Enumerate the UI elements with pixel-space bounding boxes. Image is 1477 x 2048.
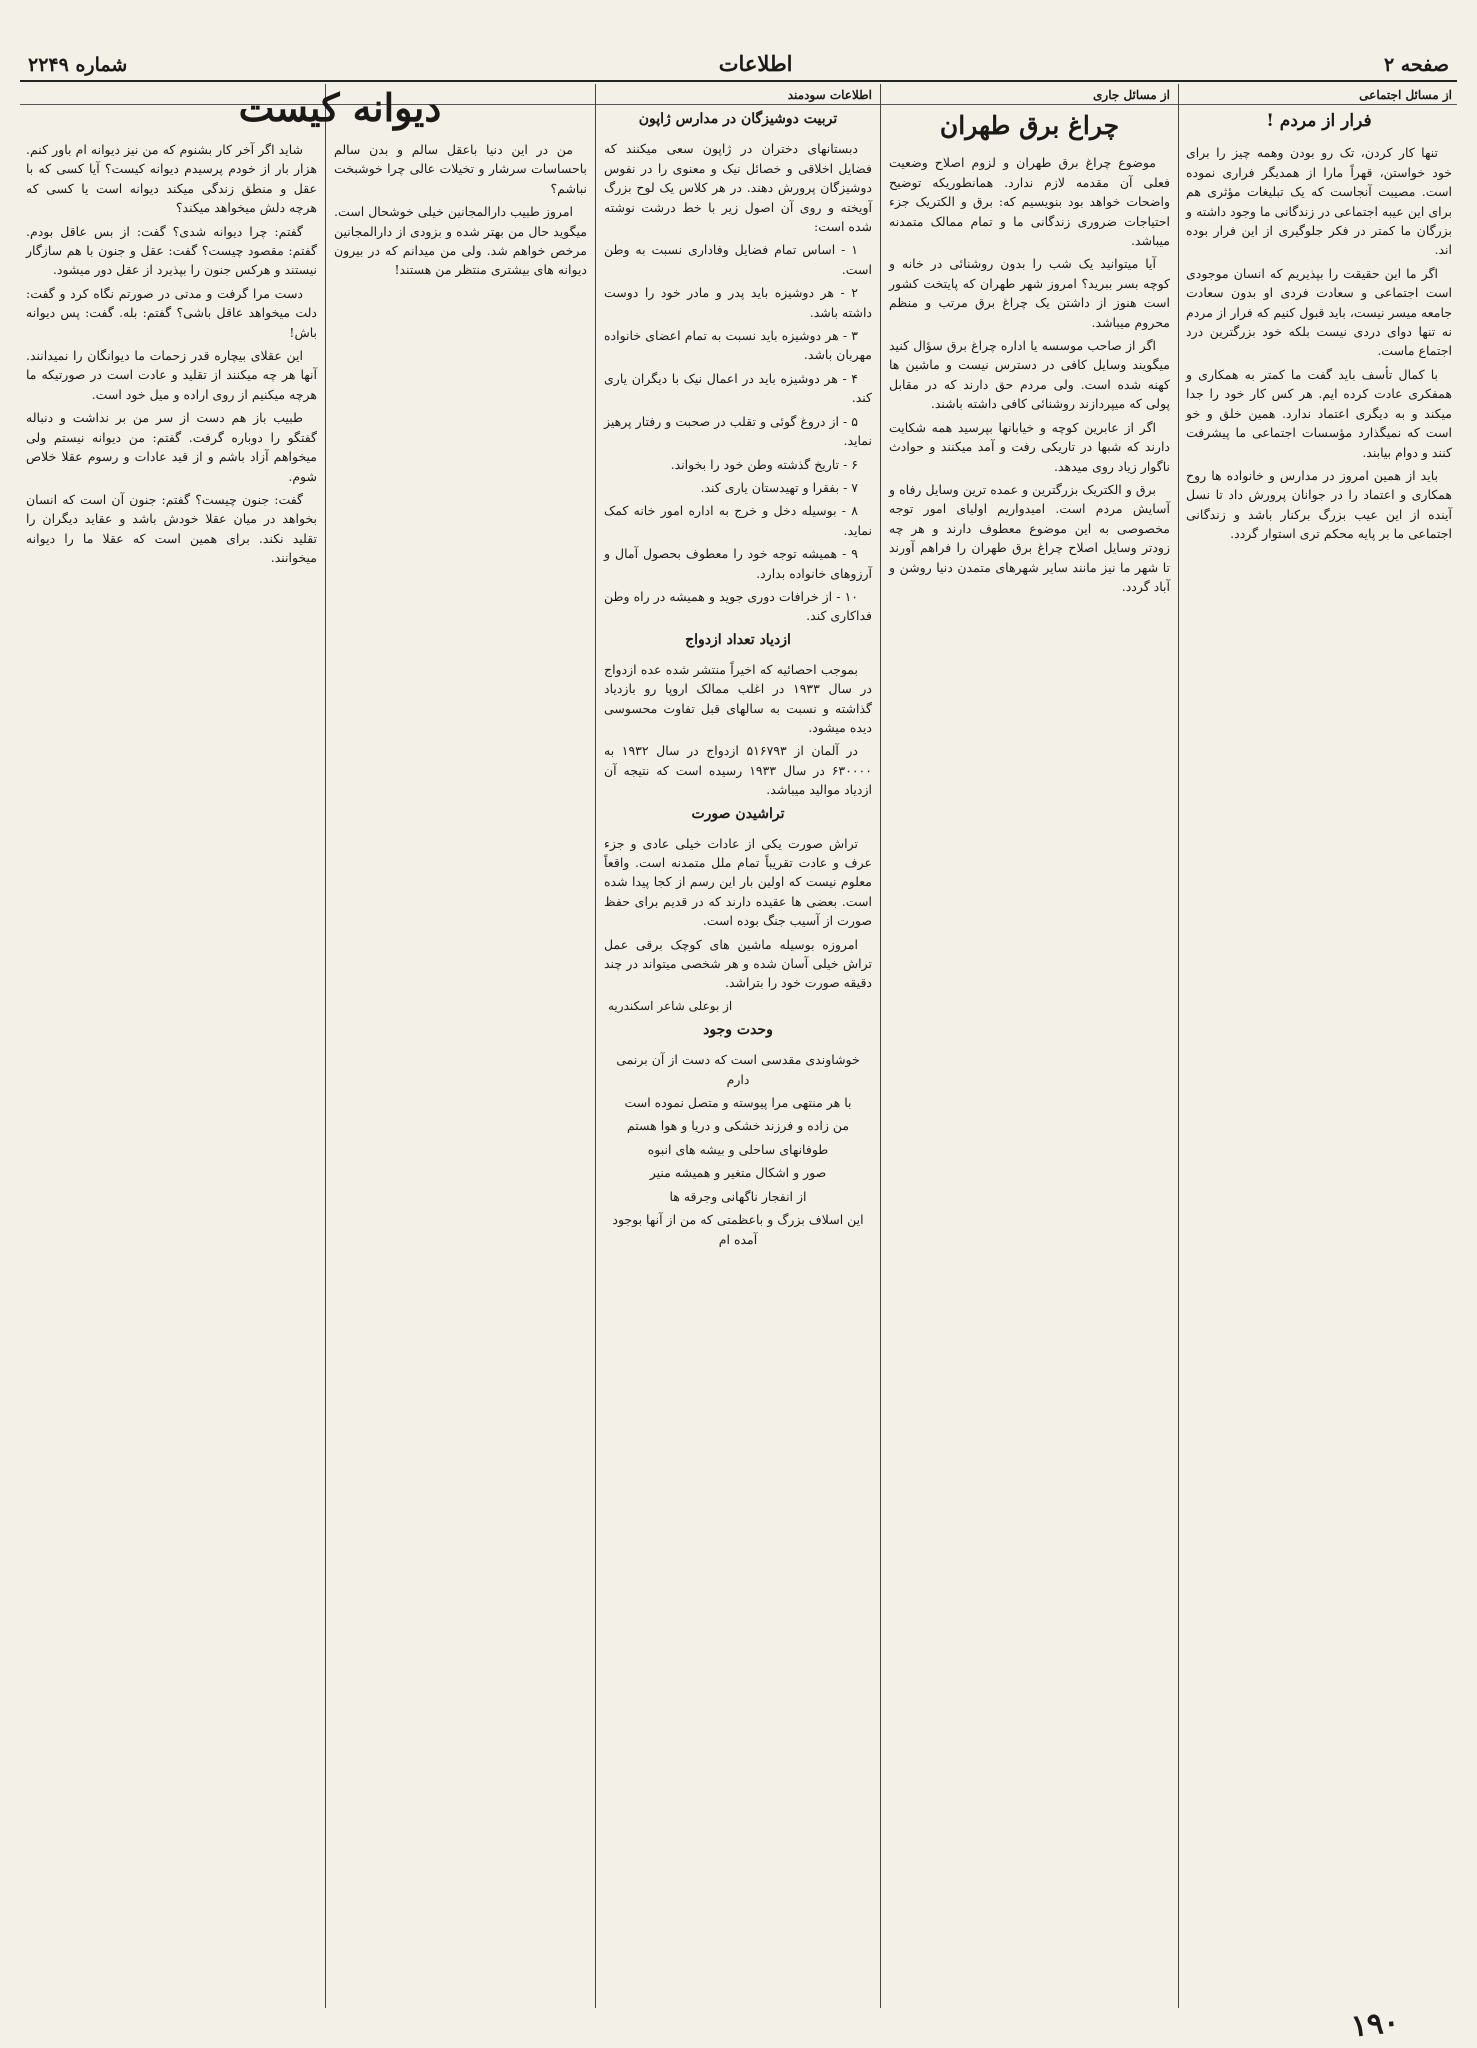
article-paragraph: امروزه بوسیله ماشین های کوچک برقی عمل تراش خیلی آسان شده و هر شخصی میتواند در چند دقیقه صورت خود را بتراشد. [604, 936, 872, 991]
section-kicker: از مسائل اجتماعی [1359, 88, 1452, 102]
poem-line: با هر منتهی مرا پیوسته و متصل نموده است [624, 1095, 852, 1111]
poem-line: این اسلاف بزرگ و باعظمتی که من از آنها بوجود آمده ام [612, 1212, 864, 1247]
list-item: ۷ - بفقرا و تهیدستان یاری کند. [700, 479, 858, 495]
article-paragraph: طبیب باز هم دست از سر من بر نداشت و دنباله گفتگو را دوباره گرفت. گفتم: من دیوانه نیستم ولی میخواهم آزاد باشم و از قید عادات و رسوم عقلا خلاص شوم. [26, 410, 317, 484]
article-paragraph: من در این دنیا باعقل سالم و بدن سالم باحساسات سرشار و تخیلات عالی چرا خوشبخت نباشم؟ [334, 142, 587, 196]
poem-title: وحدت وجود [703, 1022, 773, 1039]
article-paragraph: اگر از صاحب موسسه یا اداره چراغ برق سؤال کنید میگویند وسایل کافی در دسترس نیست و ماشین ها کهنه شده است. ولی مردم حق دارند که در مقابل پولی که میپردازند روشنائی کافی داشته باشند. [889, 338, 1170, 412]
list-item: ۸ - بوسیله دخل و خرج به اداره امور خانه کمک نماید. [604, 503, 872, 538]
article-headline: ازدیاد تعداد ازدواج [685, 631, 791, 648]
poem-line: صور و اشکال متغیر و همیشه منیر [649, 1165, 827, 1181]
list-item: ۶ - تاریخ گذشته وطن خود را بخواند. [670, 456, 858, 472]
article-paragraph: دبستانهای دختران در ژاپون سعی میکنند که فضایل اخلاقی و خصائل نیک و معنوی را در نفوس دوشیزگان پرورش دهند. در هر کلاس یک لوح بزرگ آویخته و روی آن اصول زیر با خط درشت نوشته شده است: [604, 141, 872, 235]
list-item: ۱۰ - از خرافات دوری جوید و همیشه در راه وطن فداکاری کند. [604, 588, 872, 624]
column-feature-right [328, 140, 593, 2028]
column-rule [325, 84, 326, 2008]
page-header [20, 50, 1457, 82]
column-rule [1178, 84, 1179, 2008]
article-paragraph: گفتم: چرا دیوانه شدی؟ گفت: از بس عاقل بودم. گفتم: مقصود چیست؟ گفت: عقل و جنون با هم سازگار نیستند و هرکس جنون را بپذیرد از عقل دور میشود. [26, 223, 317, 278]
article-paragraph: اگر از عابرین کوچه و خیابانها بپرسید همه شکایت دارند که شبها در تاریکی رفت و آمد میکنند و حوادث ناگوار زیاد روی میدهد. [889, 419, 1170, 474]
article-paragraph: موضوع چراغ برق طهران و لزوم اصلاح وضعیت فعلی آن مقدمه لازم ندارد. همانطوریکه توضیح واضحات خواهد بود بنویسیم که: برق و الکتریک جزء احتیاجات ضروری زندگانی ما و تمام ممالک متمدنه میباشد. [889, 155, 1170, 249]
column-rule [595, 84, 596, 2008]
page-label: صفحه ۲ [1383, 54, 1449, 76]
list-item: ۳ - هر دوشیزه باید نسبت به تمام اعضای خانواده مهربان باشد. [604, 328, 872, 363]
article-headline: فرار از مردم ! [1266, 111, 1372, 132]
column-rule [880, 84, 881, 2008]
article-paragraph: شاید اگر آخر کار بشنوم که من نیز دیوانه ام باور کنم. هزار بار از خودم پرسیدم دیوانه کیست؟ آیا کسی که با عقل و منطق زندگی میکند دیوانه است یا کسی که هرچه دلش میخواهد میکند؟ [26, 142, 317, 216]
article-paragraph: امروز طبیب دارالمجانین خیلی خوشحال است. میگوید حال من بهتر شده و بزودی از دارالمجانین مرخص خواهم شد. ولی من میدانم که در بیرون دیوانه های بیشتری منتظر من هستند! [334, 204, 587, 278]
article-paragraph: آیا میتوانید یک شب را بدون روشنائی در خانه و کوچه بسر ببرید؟ امروز شهر طهران که پایتخت کشور است هنوز از داشتن یک چراغ برق مرتب و منظم محروم میباشد. [889, 256, 1170, 330]
poem-line: طوفانهای ساحلی و بیشه های انبوه [647, 1141, 829, 1157]
article-paragraph: بموجب احصائیه که اخیراً منتشر شده عده ازدواج در سال ۱۹۳۳ در اغلب ممالک اروپا رو بازدیاد گذاشته و نسبت به سالهای قبل تفاوت محسوسی دیده میشود. [604, 661, 872, 735]
poem-author: از بوعلی شاعر اسکندریه [608, 998, 733, 1013]
article-paragraph: باید از همین امروز در مدارس و خانواده ها روح همکاری و اعتماد را در جوانان پرورش داد تا نسل آینده از این عیب بزرگ برکنار باشد و زندگانی اجتماعی ما بر پایه محکم تری استوار گردد. [1186, 467, 1452, 542]
section-kicker: از مسائل جاری [1093, 88, 1170, 102]
list-item: ۴ - هر دوشیزه باید در اعمال نیک با دیگران یاری کند. [604, 370, 872, 406]
paper-name: اطلاعات [718, 51, 793, 76]
article-paragraph: گفت: جنون چیست؟ گفتم: جنون آن است که انسان بخواهد در میان عقلا خودش باشد و عقاید دیگران را تقلید نکند. برای همین است که عقلا ما را دیوانه میخوانند. [26, 491, 317, 566]
list-item: ۱ - اساس تمام فضایل وفاداری نسبت به وطن است. [604, 242, 872, 277]
poem-line: من زاده و فرزند خشکی و دریا و هوا هستم [626, 1118, 850, 1134]
column-social-issues [1180, 84, 1458, 2028]
article-paragraph: در آلمان از ۵۱۶۷۹۳ ازدواج در سال ۱۹۳۲ به ۶۳۰۰۰۰ در سال ۱۹۳۳ رسیده است که نتیجه آن ازدیاد موالید میباشد. [604, 743, 872, 798]
section-kicker: اطلاعات سودمند [787, 88, 872, 102]
column-feature-left [20, 140, 323, 2028]
article-paragraph: این عقلای بیچاره قدر زحمات ما دیوانگان را نمیدانند. آنها هر چه میکنند از تقلید و عادت است در صورتیکه ما هرچه میکنیم از روی اراده و میل خود است. [26, 348, 317, 402]
issue-number: شماره ۲۲۴۹ [28, 54, 128, 76]
article-headline: چراغ برق طهران [939, 111, 1120, 141]
article-paragraph: تنها کار کردن، تک رو بودن وهمه چیز را برای خود خواستن، قهراً مارا از همدیگر فراری نموده است. مصیبت آنجاست که یک تبلیغات مؤثری هم برای این عیبه اجتماعی در زندگانی ما وجود داشته و بزرگان ما کمتر در فکر جلوگیری از این فرار بوده اند. [1186, 145, 1452, 258]
article-paragraph: اگر ما این حقیقت را بپذیریم که انسان موجودی است اجتماعی و سعادت فردی او بدون سعادت جامعه میسر نیست، باید قبول کنیم که فرار از مردم نه تنها دوای دردی نیست بلکه خود بزرگترین درد اجتماع ماست. [1186, 265, 1452, 359]
poem-line: از انفجار ناگهانی وجرقه ها [669, 1188, 807, 1204]
column-useful-info [598, 84, 878, 2028]
article-paragraph: برق و الکتریک بزرگترین و عمده ترین وسایل رفاه و آسایش مردم است. امیدواریم اولیای امور توجه مخصوصی به این موضوع معطوف دارند و هر چه زودتر وسایل اصلاح چراغ برق طهران را فراهم آورند تا شهر ما نیز مانند سایر شهرهای متمدن دنیا روشن و آباد گردد. [889, 481, 1170, 594]
handwritten-page-number: ۱۹۰ [1348, 2004, 1401, 2045]
column-current-affairs [883, 84, 1176, 2028]
article-headline: تربیت دوشیزگان در مدارس ژاپون [638, 111, 838, 128]
article-paragraph: تراش صورت یکی از عادات خیلی عادی و جزء عرف و عادت تقریباً تمام ملل متمدنه است. واقعاً معلوم نیست که اولین بار این رسم از کجا پیدا شده است. بعضی ها عقیده دارند که در قدیم برای حفظ صورت از آسیب جنگ بوده است. [604, 835, 872, 929]
list-item: ۵ - از دروغ گوئی و تقلب در صحبت و رفتار پرهیز نماید. [604, 413, 872, 449]
list-item: ۲ - هر دوشیزه باید پدر و مادر خود را دوست داشته باشد. [604, 285, 872, 320]
article-paragraph: دست مرا گرفت و مدتی در صورتم نگاه کرد و گفت: دلت میخواهد عاقل باشی؟ گفتم: بله. گفت: پس دیوانه باش! [26, 285, 317, 340]
article-headline: تراشیدن صورت [691, 805, 785, 822]
poem-line: خوشاوندی مقدسی است که دست از آن برنمی دارم [616, 1052, 860, 1087]
feature-title: دیوانه کیست [238, 85, 442, 130]
list-item: ۹ - همیشه توجه خود را معطوف بحصول آمال و آرزوهای خانواده بدارد. [604, 546, 872, 581]
article-paragraph: با کمال تأسف باید گفت ما کمتر به همکاری و همفکری عادت کرده ایم. هر کس کار خود را جدا میکند و به دیگری اعتماد ندارد. همین خلق و خو است که نمیگذارد مؤسسات اجتماعی ما پیشرفت کنند و دوام بیابند. [1186, 366, 1452, 460]
